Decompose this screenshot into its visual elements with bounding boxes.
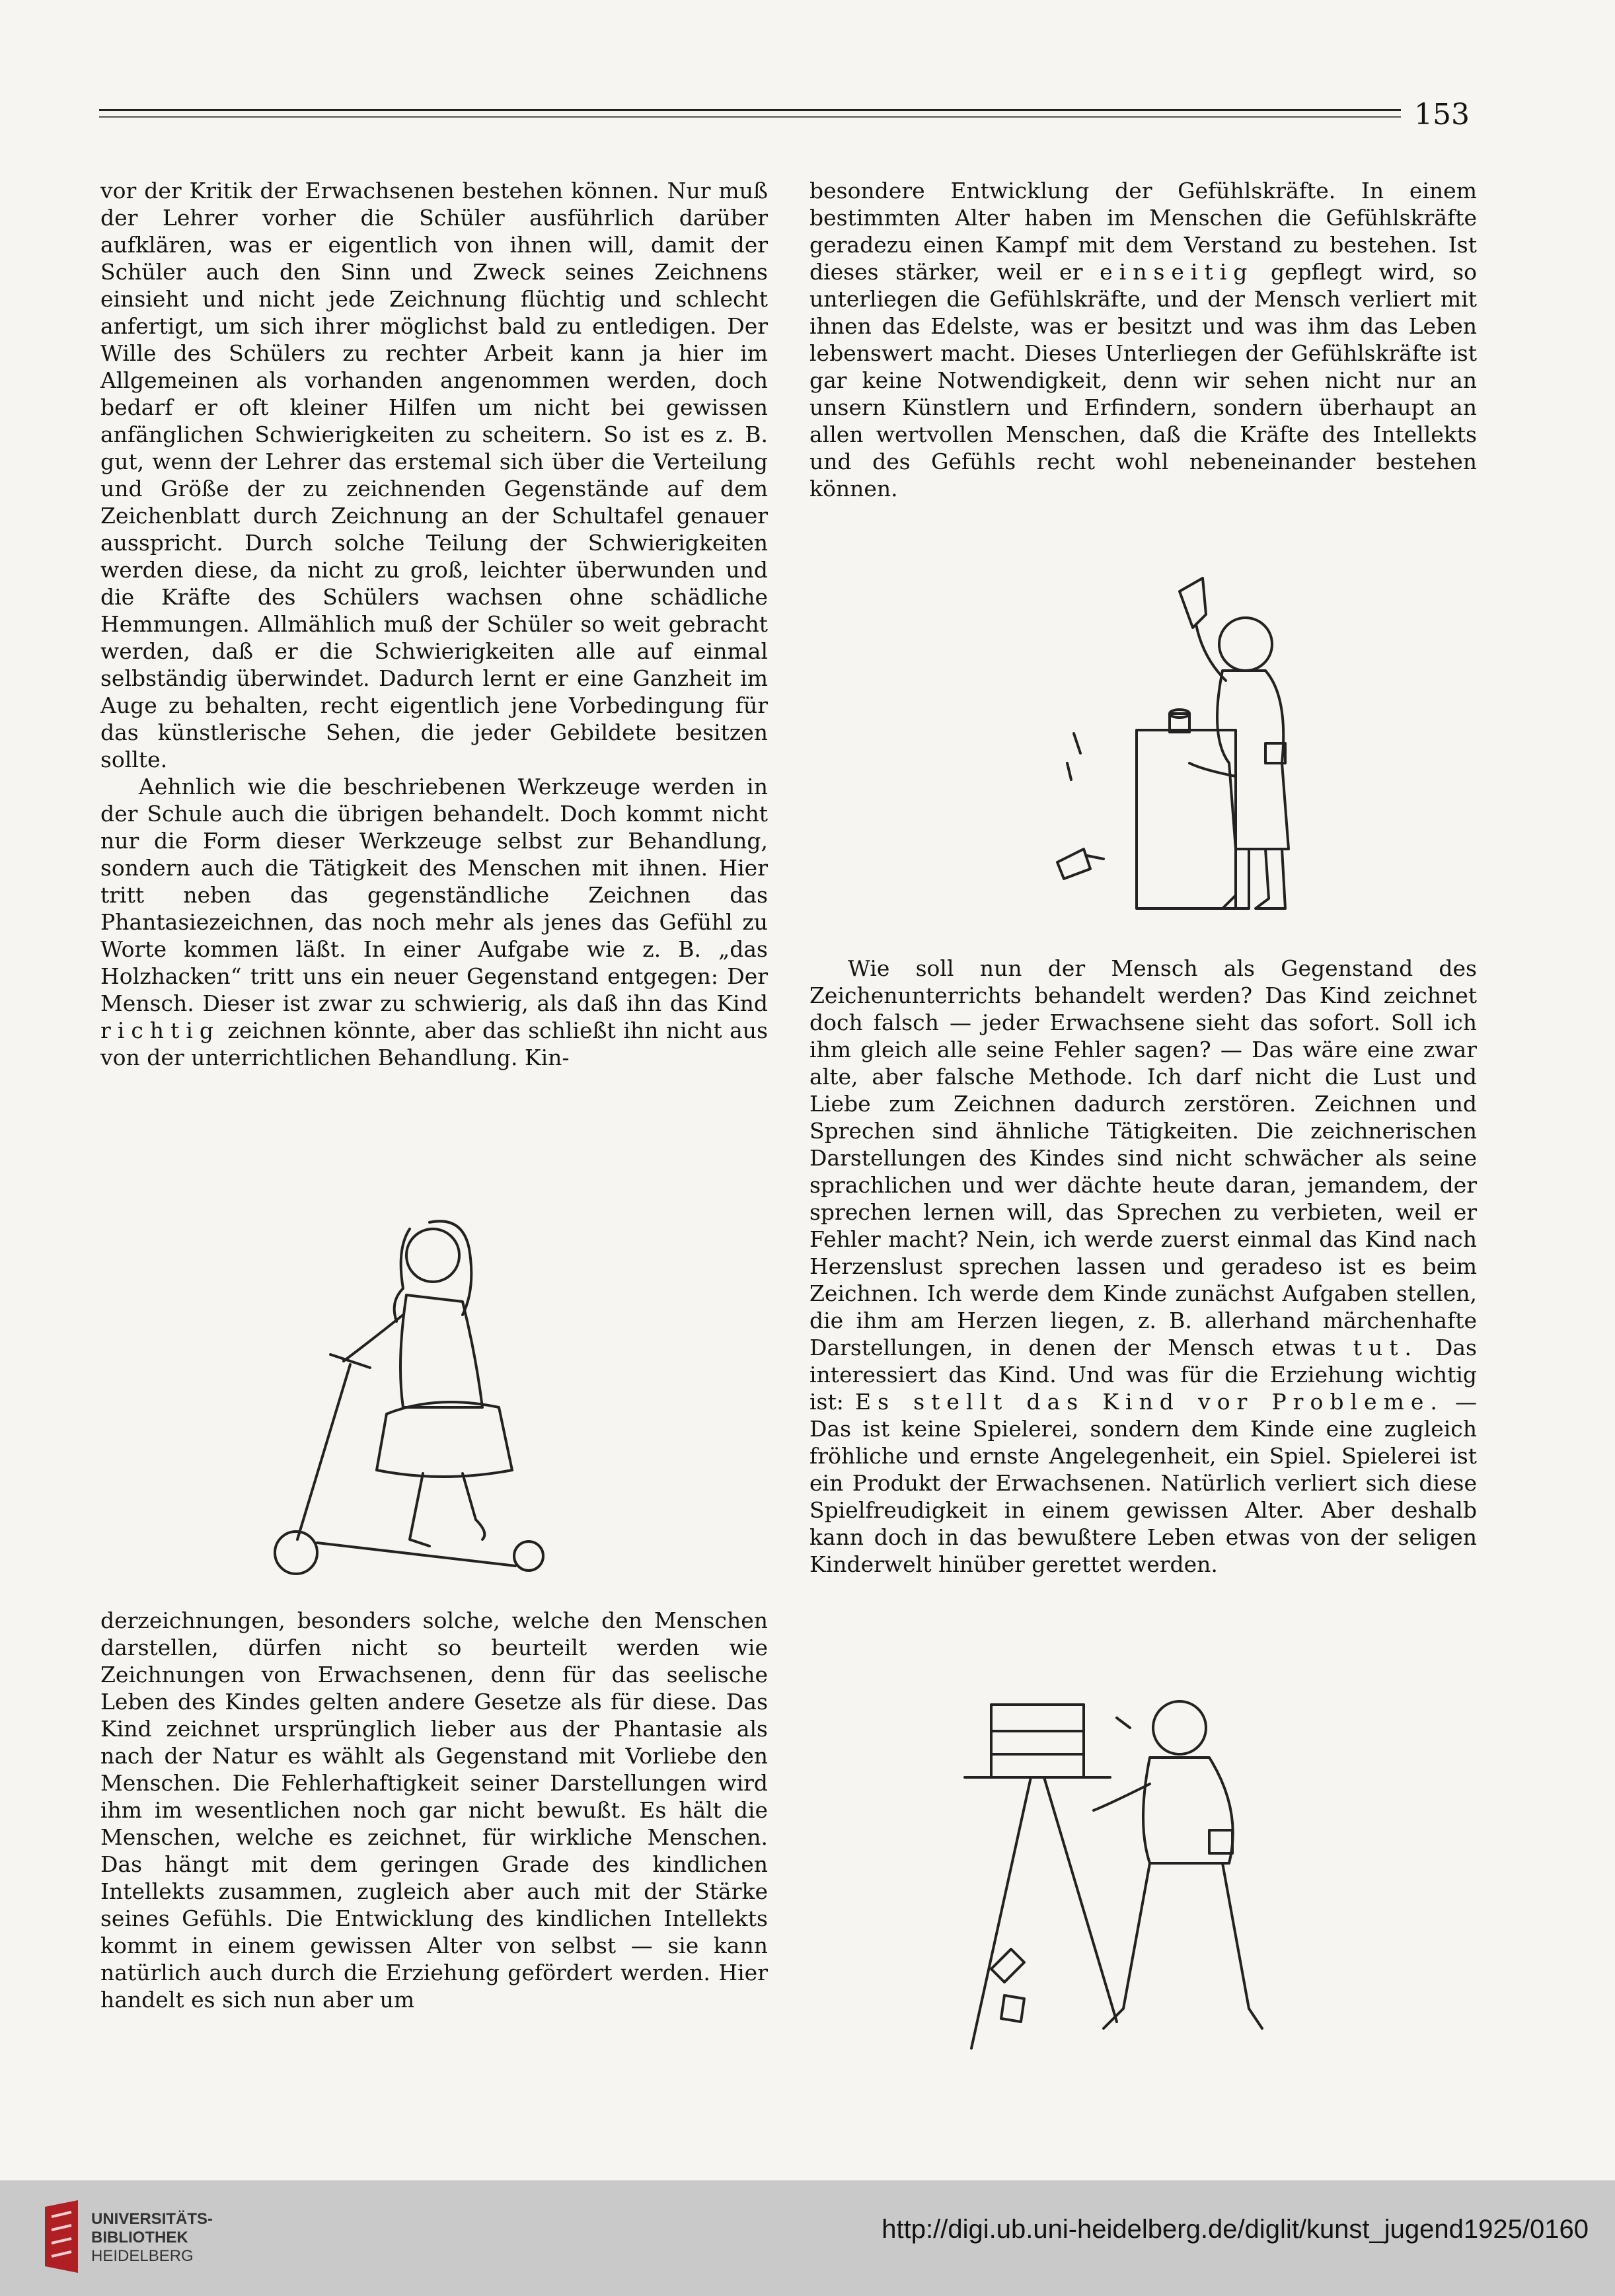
column-right-top <box>809 177 1477 502</box>
emphasis: richtig <box>100 1018 221 1043</box>
paragraph: derzeichnungen, besonders solche, welche den Menschen darstellen, dürfen nicht so beurteilt werden wie Zeichnungen von Erwachsenen, denn für das seelische Leben des Kindes gelten andere Gesetze als für diese. Das Kind zeichnet ursprünglich lieber aus der Phantasie als nach der Natur es wählt als Gegenstand mit Vorliebe den Menschen. Die Fehlerhaftigkeit seiner Darstellungen wird ihm im wesentlichen noch gar nicht bewußt. Es hält die Menschen, welche es zeichnet, für wirkliche Menschen. Das hängt mit dem geringen Grade des kindlichen Intellekts zusammen, zugleich aber auch mit der Stärke seines Gefühls. Die Entwicklung des kindlichen Intellekts kommt in einem gewissen Alter von selbst — sie kann natürlich auch durch die Erziehung gefördert werden. Hier handelt es sich nun aber um <box>100 1608 768 2013</box>
column-left-top <box>100 177 768 1071</box>
library-logo-icon <box>38 2194 85 2279</box>
emphasis: tut. <box>1353 1335 1419 1360</box>
scooter-girl-illustration <box>264 1209 608 1579</box>
paragraph: Wie soll nun der Mensch als Gegenstand des Zeichenunterrichts behandelt werden? Das Kind zeichnet doch falsch — jeder Erwachsene sieht das sofort. Soll ich ihm gleich alle seine Fehler sagen? — Das wäre eine zwar alte, aber falsche Methode. Ich darf nicht die Lust und Liebe zum Zeichnen dadurch zerstören. Zeichnen und Sprechen sind ähnliche Tätigkeiten. Die zeichnerischen Darstellungen des Kindes sind nicht schwächer als seine sprachlichen und wer dächte heute daran, jemandem, der sprechen lernen will, das Sprechen zu verbieten, weil er Fehler macht? Nein, ich werde zuerst einmal das Kind nach Herzenslust sprechen lassen und geradeso ist es beim Zeichnen. Ich werde dem Kinde zunächst Aufgaben stellen, die ihm am Herzen liegen, z. B. allerhand märchenhafte Darstellungen, in denen der Mensch etwas tut. Das interessiert das Kind. Und was für die Erziehung wichtig ist: Es stellt das Kind vor Probleme. — Das ist keine Spielerei, sondern dem Kinde eine zugleich fröhliche und ernste Angelegenheit, ein Spiel. Spielerei ist ein Produkt der Erwachsenen. Natürlich verliert sich diese Spielfreudigkeit in einem gewissen Alter. Aber deshalb kann doch in das bewußtere Leben etwas von der seligen Kinderwelt hinüber gerettet werden. <box>809 955 1477 1577</box>
emphasis: einseitig <box>1100 259 1254 285</box>
ladder-man-illustration <box>952 1691 1341 2068</box>
emphasis: Es stellt das Kind vor Probleme. <box>855 1389 1444 1415</box>
source-url-link[interactable]: http://digi.ub.uni-heidelberg.de/diglit/kunst_jugend1925/0160 <box>882 2215 1589 2244</box>
column-left-bottom <box>100 1607 768 2013</box>
header-rule <box>99 109 1401 118</box>
column-right-bottom <box>809 955 1477 1578</box>
page-number: 153 <box>1414 98 1470 131</box>
paragraph: besondere Entwicklung der Gefühlskräfte. In einem bestimmten Alter haben im Menschen die Gefühlskräfte geradezu einen Kampf mit dem Verstand zu bestehen. Ist dieses stärker, weil er einseitig gepflegt wird, so unterliegen die Gefühlskräfte, und der Mensch verliert mit ihnen das Edelste, was er besitzt und was ihm das Leben lebenswert macht. Dieses Unterliegen der Gefühlskräfte ist gar keine Notwendigkeit, denn wir sehen nicht nur an unsern Künstlern und Erfindern, sondern überhaupt an allen wertvollen Menschen, daß die Kräfte des Intellekts und des Gefühls recht wohl nebeneinander bestehen können. <box>809 178 1477 501</box>
woodchopper-illustration <box>1037 565 1315 922</box>
library-name: UNIVERSITÄTS- BIBLIOTHEK HEIDELBERG <box>91 2210 213 2265</box>
paragraph: vor der Kritik der Erwachsenen bestehen können. Nur muß der Lehrer vorher die Schüler ausführlich darüber aufklären, was er eigentlich von ihnen will, damit der Schüler auch den Sinn und Zweck seines Zeichnens einsieht und nicht jede Zeichnung flüchtig und schlecht anfertigt, um sich ihrer möglichst bald zu entledigen. Der Wille des Schülers zu rechter Arbeit kann ja hier im Allgemeinen als vorhanden angenommen werden, doch bedarf er oft kleiner Hilfen um nicht bei gewissen anfänglichen Schwierigkeiten zu scheitern. So ist es z. B. gut, wenn der Lehrer das erstemal sich über die Verteilung und Größe der zu zeichnenden Gegenstände auf dem Zeichenblatt durch Zeichnung an der Schultafel genauer ausspricht. Durch solche Teilung der Schwierigkeiten werden diese, da nicht zu groß, leichter überwunden und die Kräfte des Schülers wachsen ohne schädliche Hemmungen. Allmählich muß der Schüler so weit gebracht werden, daß er die Schwierigkeiten alle auf einmal selbständig überwindet. Dadurch lernt er eine Ganzheit im Auge zu behalten, recht eigentlich jene Vorbedingung für das künstlerische Sehen, die jeder Gebildete besitzen sollte. <box>100 178 768 772</box>
paragraph: Aehnlich wie die beschriebenen Werkzeuge werden in der Schule auch die übrigen behandelt. Doch kommt nicht nur die Form dieser Werkzeuge selbst zur Behandlung, sondern auch die Tätigkeit des Menschen mit ihnen. Hier tritt neben das gegenständliche Zeichnen das Phantasiezeichnen, das noch mehr als jenes das Gefühl zu Worte kommen läßt. In einer Aufgabe wie z. B. „das Holzhacken“ tritt uns ein neuer Gegenstand entgegen: Der Mensch. Dieser ist zwar zu schwierig, als daß ihn das Kind richtig zeichnen könnte, aber das schließt ihn nicht aus von der unterrichtlichen Behandlung. Kin- <box>100 774 768 1070</box>
